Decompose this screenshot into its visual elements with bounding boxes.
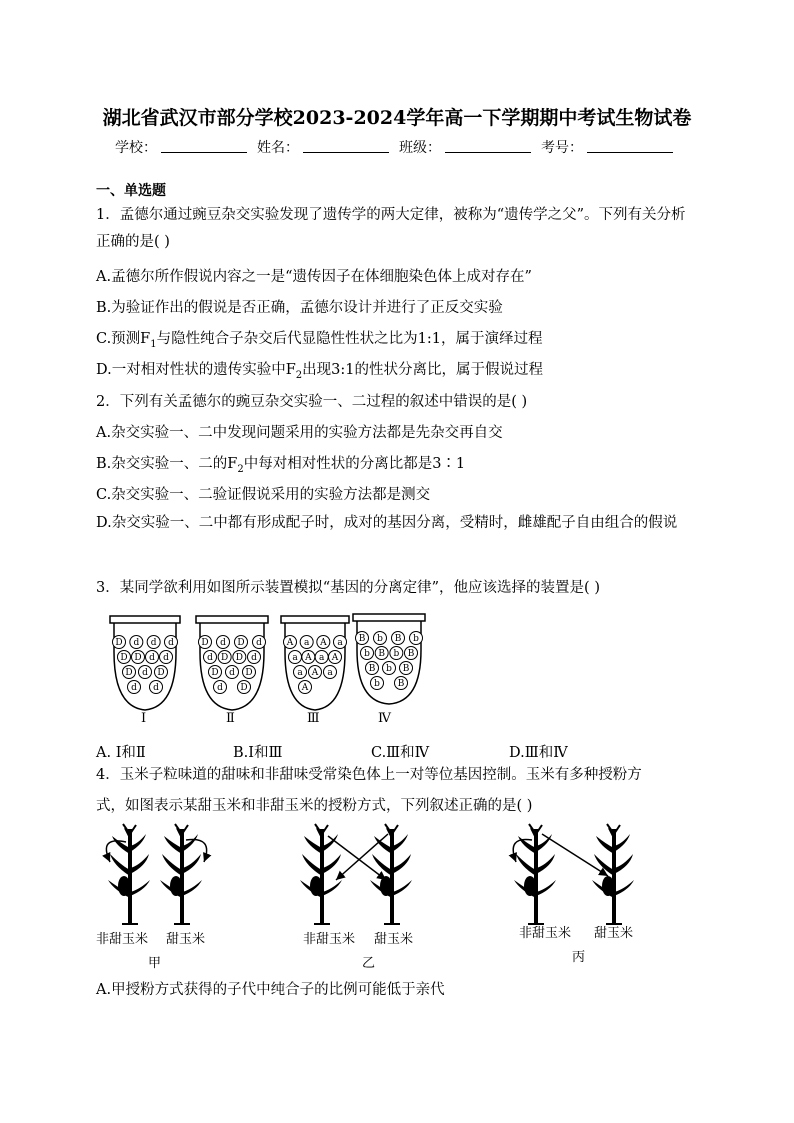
ball-letter-3-9: A	[311, 668, 319, 679]
name-blank[interactable]	[303, 137, 389, 153]
q1-stem: 1．孟德尔通过豌豆杂交实验发现了遗传学的两大定律，被称为“遗传学之父”。下列有关分析正确的是( )	[96, 207, 686, 250]
ball-letter-3-11: A	[301, 683, 309, 694]
ball-letter-1-9: d	[142, 668, 148, 679]
ball-letter-2-4: d	[207, 653, 213, 664]
yi-cross-arrow-2	[336, 834, 388, 880]
ball-letter-3-0: A	[286, 638, 294, 649]
jia-nonsweet-plant	[108, 824, 150, 924]
fig-jia-label: 甲	[148, 956, 162, 971]
cup-4-rim	[353, 614, 425, 621]
ball-letter-4-4: b	[364, 649, 370, 660]
ball-letter-1-4: D	[120, 653, 128, 664]
ball-letter-3-4: a	[292, 653, 298, 664]
yi-sweet-plant	[370, 824, 412, 924]
class-label: 班级：	[399, 140, 441, 156]
fig-bing-label: 丙	[572, 950, 586, 965]
class-blank[interactable]	[445, 137, 531, 153]
ball-letter-3-8: a	[297, 668, 303, 679]
school-label: 学校：	[115, 140, 157, 156]
ball-letter-2-7: d	[251, 653, 257, 664]
q2-option-d: D.杂交实验一、二中都有形成配子时，成对的基因分离，受精时，雌雄配子自由组合的假说	[96, 515, 678, 531]
ball-letter-4-7: B	[407, 649, 415, 660]
student-info-row	[0, 137, 794, 157]
ball-letter-1-12: d	[153, 683, 159, 694]
section-heading: 一、单选题	[96, 183, 166, 199]
jia-nonsweet-label: 非甜玉米	[96, 932, 149, 947]
q3-option-c: C.Ⅲ和Ⅳ	[371, 745, 430, 761]
ball-letter-4-1: b	[377, 634, 383, 645]
name-label: 姓名：	[257, 140, 299, 156]
ball-letter-3-3: a	[337, 638, 343, 649]
q3-option-d: D.Ⅲ和Ⅳ	[509, 745, 568, 761]
q2-option-c: C.杂交实验一、二验证假说采用的实验方法都是测交	[96, 487, 431, 503]
ball-letter-3-7: A	[331, 653, 339, 664]
q4-stem-line2: 式，如图表示某甜玉米和非甜玉米的授粉方式，下列叙述正确的是( )	[96, 798, 533, 814]
ball-letter-2-6: D	[235, 653, 243, 664]
ball-letter-4-10: B	[402, 664, 410, 675]
bing-sweet-label: 甜玉米	[594, 926, 634, 941]
ball-letter-3-10: a	[327, 668, 333, 679]
ball-letter-2-12: D	[240, 683, 248, 694]
ball-letter-4-8: B	[368, 664, 376, 675]
ball-letter-2-5: D	[221, 653, 229, 664]
ball-letter-4-5: B	[378, 649, 385, 660]
ball-letter-3-2: A	[320, 638, 327, 649]
fig-yi-label: 乙	[362, 956, 376, 971]
ball-letter-1-10: D	[157, 668, 165, 679]
q4-option-a: A.甲授粉方式获得的子代中纯合子的比例可能低于亲代	[96, 982, 445, 998]
ball-letter-2-3: d	[256, 638, 262, 649]
ball-letter-2-0: D	[201, 638, 209, 649]
ball-letter-2-8: D	[211, 668, 219, 679]
ball-letter-1-3: d	[168, 638, 174, 649]
q1-option-b: B.为验证作出的假说是否正确，孟德尔设计并进行了正反交实验	[96, 300, 503, 316]
cup-label-2: Ⅱ	[226, 711, 235, 726]
ball-letter-2-2: D	[237, 638, 245, 649]
q2-stem: 2．下列有关孟德尔的豌豆杂交实验一、二过程的叙述中错误的是( )	[96, 394, 528, 410]
bing-sweet-plant	[592, 824, 634, 924]
ball-letter-4-3: b	[413, 634, 419, 645]
ball-letter-4-9: b	[386, 664, 392, 675]
cup-2-rim	[196, 616, 268, 623]
bing-nonsweet-label: 非甜玉米	[519, 926, 572, 941]
q2-option-b: B.杂交实验一、二的$F_2$中每对相对性状的分离比都是3∶1	[96, 456, 466, 475]
jia-sweet-label: 甜玉米	[166, 932, 206, 947]
q1-option-d: D.一对相对性状的遗传实验中$F_2$出现3:1的性状分离比，属于假说过程	[96, 362, 543, 381]
cup-label-4: Ⅳ	[378, 711, 391, 726]
ball-letter-3-1: a	[303, 638, 310, 649]
yi-nonsweet-plant	[300, 824, 342, 924]
bing-cross-arrow	[542, 834, 608, 876]
ball-letter-1-6: d	[149, 653, 155, 664]
cup-label-3: Ⅲ	[307, 711, 320, 726]
q1-option-a: A.孟德尔所作假说内容之一是“遗传因子在体细胞染色体上成对存在”	[96, 269, 532, 285]
number-label: 考号：	[541, 140, 583, 156]
ball-letter-4-12: B	[397, 679, 405, 690]
ball-letter-1-0: D	[115, 638, 123, 649]
yi-sweet-label: 甜玉米	[374, 932, 414, 947]
school-blank[interactable]	[161, 137, 247, 153]
ball-letter-2-1: d	[220, 638, 226, 649]
ball-letter-3-6: a	[318, 653, 325, 664]
ball-letter-1-8: D	[125, 668, 133, 679]
q1-option-c: C.预测$F_1$与隐性纯合子杂交后代显隐性性状之比为1:1，属于演绎过程	[96, 331, 543, 350]
q3-option-b: B.Ⅰ和Ⅲ	[233, 745, 283, 761]
ball-letter-1-2: d	[150, 638, 157, 649]
ball-letter-1-7: d	[163, 653, 169, 664]
ball-letter-2-9: d	[229, 668, 235, 679]
ball-letter-4-2: B	[394, 634, 402, 645]
q4-stem-line1: 4．玉米子粒味道的甜味和非甜味受常染色体上一对等位基因控制。玉米有多种授粉方	[96, 767, 642, 783]
cup-1-rim	[110, 616, 180, 623]
ball-letter-2-11: d	[217, 683, 223, 694]
q2-option-a: A.杂交实验一、二中发现问题采用的实验方法都是先杂交再自交	[96, 425, 503, 441]
ball-letter-1-11: d	[131, 683, 137, 694]
ball-letter-2-10: D	[245, 668, 253, 679]
q3-stem: 3．某同学欲利用如图所示装置模拟“基因的分离定律”，他应该选择的装置是( )	[96, 580, 600, 596]
q4-corn-figure	[96, 822, 656, 932]
cup-label-1: Ⅰ	[141, 711, 147, 726]
ball-letter-4-6: b	[393, 649, 400, 660]
ball-letter-4-11: b	[374, 679, 380, 690]
exam-title: 湖北省武汉市部分学校2023-2024学年高一下学期期中考试生物试卷	[102, 107, 692, 129]
ball-letter-3-5: A	[305, 653, 312, 664]
cup-3-rim	[281, 616, 349, 623]
ball-letter-4-0: B	[358, 634, 366, 645]
ball-letter-1-5: D	[134, 653, 142, 664]
q3-option-a: A. Ⅰ和Ⅱ	[96, 745, 146, 761]
ball-letter-1-1: d	[133, 638, 140, 649]
number-blank[interactable]	[587, 137, 673, 153]
yi-nonsweet-label: 非甜玉米	[303, 932, 356, 947]
